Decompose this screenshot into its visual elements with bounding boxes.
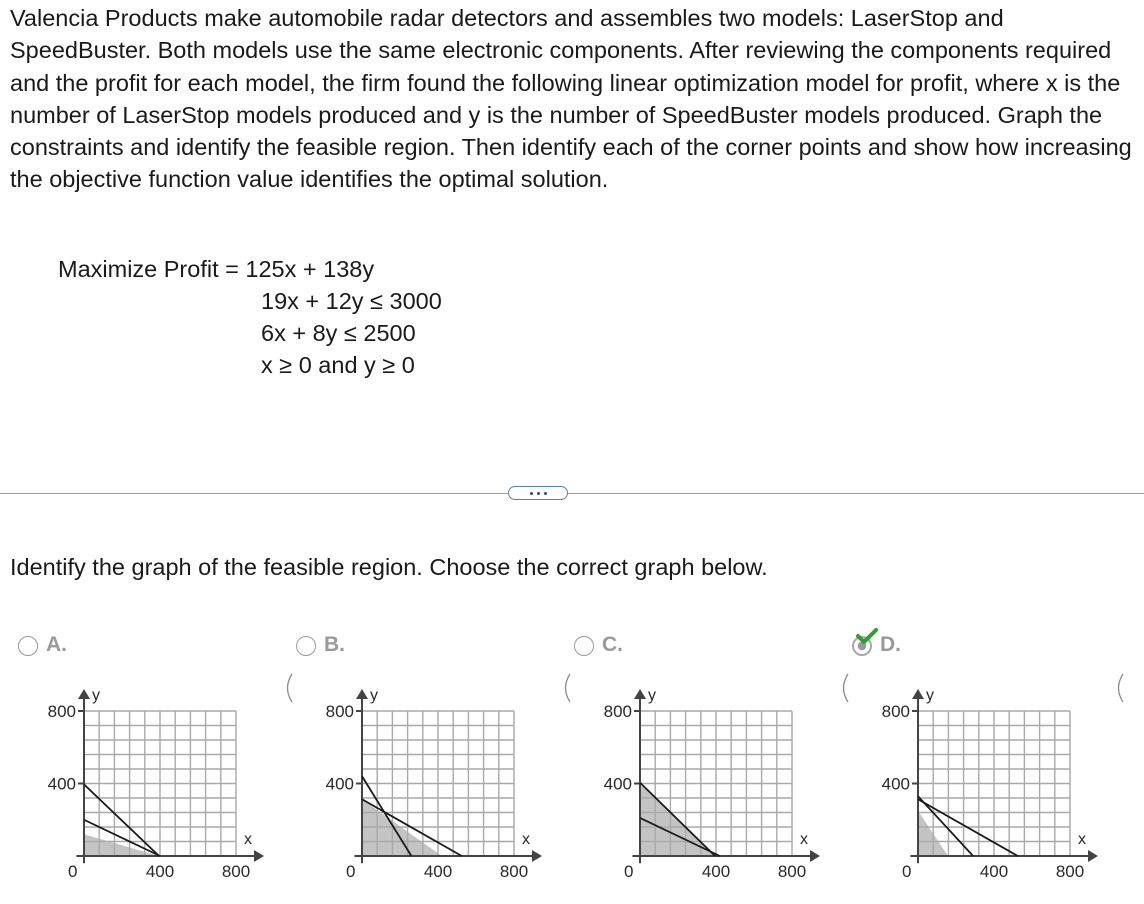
origin-label: 0 xyxy=(68,862,78,881)
origin-label: 0 xyxy=(902,862,912,881)
option-a-label: A. xyxy=(46,633,67,656)
x-axis-label: x xyxy=(1078,831,1086,848)
y-tick-label: 800 xyxy=(881,702,910,721)
y-axis-arrow-icon xyxy=(356,689,368,699)
option-b[interactable] xyxy=(290,625,560,904)
y-axis-label: y xyxy=(648,687,656,704)
more-horizontal-icon xyxy=(530,492,533,495)
y-axis-arrow-icon xyxy=(634,689,646,699)
x-axis-arrow-icon xyxy=(810,850,820,862)
x-axis-arrow-icon xyxy=(1088,850,1098,862)
option-d-graph xyxy=(846,673,1116,904)
constraint-1: 19x + 12y ≤ 3000 xyxy=(261,288,442,314)
x-axis-label: x xyxy=(800,831,808,848)
y-tick-label: 400 xyxy=(603,774,632,794)
bracket-icon xyxy=(1112,673,1126,703)
option-c-radio[interactable] xyxy=(574,636,594,656)
option-b-radio[interactable] xyxy=(296,636,316,656)
question-instruction: Identify the graph of the feasible region. Choose the correct graph below. xyxy=(10,554,768,580)
option-d-label: D. xyxy=(880,633,901,656)
grid xyxy=(918,711,1070,856)
x-axis-label: x xyxy=(522,831,530,848)
expand-more-button[interactable] xyxy=(508,486,568,500)
y-axis-arrow-icon xyxy=(912,689,924,699)
y-axis-label: y xyxy=(370,687,378,704)
y-axis-label: y xyxy=(92,687,100,704)
x-tick-label: 800 xyxy=(221,862,251,881)
objective-function: Maximize Profit = 125x + 138y xyxy=(58,256,375,282)
option-b-label: B. xyxy=(324,633,345,656)
option-a[interactable] xyxy=(12,625,282,904)
option-d-resize-handle[interactable] xyxy=(1112,673,1126,703)
y-tick-label: 800 xyxy=(47,702,76,721)
checkmark-icon xyxy=(856,627,878,645)
x-tick-label: 400 xyxy=(145,862,175,881)
y-tick-label: 400 xyxy=(325,774,354,794)
y-tick-label: 400 xyxy=(881,774,910,794)
option-b-graph xyxy=(290,673,560,904)
x-tick-label: 800 xyxy=(1055,862,1085,881)
problem-statement: Valencia Products make automobile radar detectors and assembles two models: LaserStop and SpeedBuster. Both models use the same electronic components. After reviewing the components required and the profit for each model, the firm found the following linear optimization model for profit, where x is the number of LaserStop models produced and y is the number of SpeedBuster models produced. Graph the constraints and identify the feasible region. Then identify each of the corner points and show how increasing the objective function value identifies the optimal solution. xyxy=(10,5,1132,193)
origin-label: 0 xyxy=(624,862,634,881)
more-horizontal-icon-dot xyxy=(544,492,547,495)
grid xyxy=(84,711,236,856)
constraint-2: 6x + 8y ≤ 2500 xyxy=(261,320,416,346)
x-axis-arrow-icon xyxy=(254,850,264,862)
option-c[interactable] xyxy=(568,625,838,904)
section-divider xyxy=(0,493,1144,494)
y-tick-label: 800 xyxy=(325,702,354,721)
option-a-radio[interactable] xyxy=(18,636,38,656)
option-c-label: C. xyxy=(602,633,623,656)
x-tick-label: 400 xyxy=(979,862,1009,881)
y-axis-label: y xyxy=(926,687,934,704)
y-tick-label: 400 xyxy=(47,774,76,794)
option-c-graph xyxy=(568,673,838,904)
x-tick-label: 400 xyxy=(423,862,453,881)
origin-label: 0 xyxy=(346,862,356,881)
x-tick-label: 800 xyxy=(777,862,807,881)
x-axis-label: x xyxy=(244,831,252,848)
more-horizontal-icon-dot xyxy=(537,492,540,495)
y-tick-label: 800 xyxy=(603,702,632,721)
x-tick-label: 800 xyxy=(499,862,529,881)
x-axis-arrow-icon xyxy=(532,850,542,862)
option-a-graph xyxy=(12,673,282,904)
constraint-3: x ≥ 0 and y ≥ 0 xyxy=(261,352,415,378)
option-d[interactable] xyxy=(846,625,1116,904)
x-tick-label: 400 xyxy=(701,862,731,881)
y-axis-arrow-icon xyxy=(78,689,90,699)
